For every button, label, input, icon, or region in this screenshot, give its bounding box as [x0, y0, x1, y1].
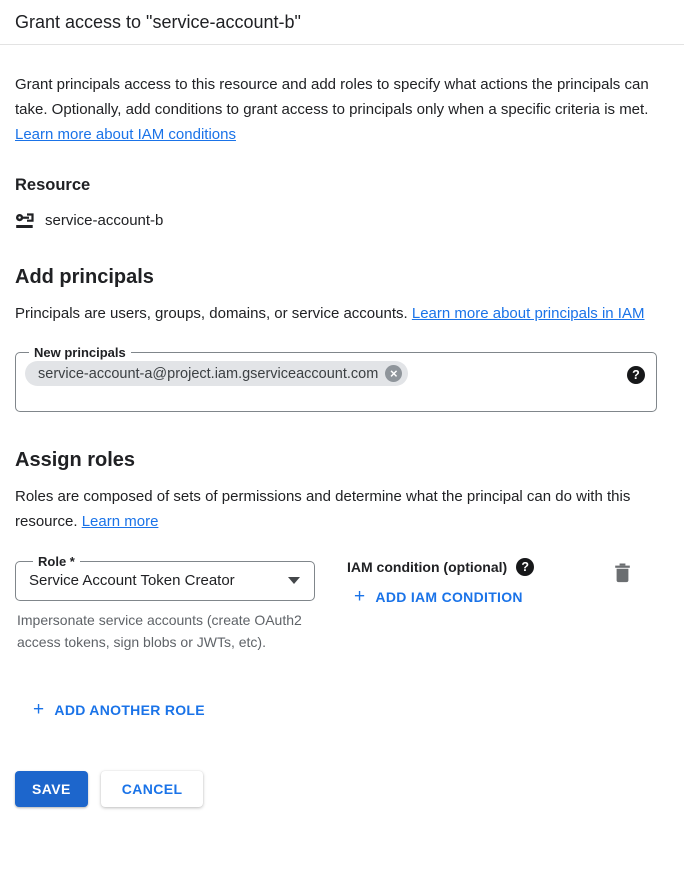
principals-learn-more-link[interactable]: Learn more about principals in IAM [411, 305, 645, 322]
add-principals-description [15, 301, 657, 326]
role-selected-value: Service Account Token Creator [29, 572, 235, 589]
resource-heading: Resource [15, 176, 91, 194]
add-principals-text: Principals are users, groups, domains, or service accounts. [15, 305, 408, 322]
role-column [15, 554, 317, 653]
plus-icon: + [354, 586, 366, 607]
iam-condition-column [347, 554, 534, 607]
principal-chip-text: service-account-a@project.iam.gserviceaccount.com [38, 365, 379, 382]
page-title: Grant access to "service-account-b" [15, 12, 301, 32]
add-iam-condition-label: ADD IAM CONDITION [375, 589, 523, 605]
dropdown-arrow-icon [288, 577, 300, 584]
iam-condition-help-icon[interactable]: ? [516, 558, 534, 576]
add-another-role-button[interactable] [33, 699, 205, 720]
cancel-button[interactable]: CANCEL [101, 771, 204, 807]
add-principals-heading: Add principals [15, 266, 154, 288]
chip-remove-icon[interactable]: × [385, 365, 402, 382]
principals-help-icon[interactable]: ? [627, 366, 645, 384]
iam-condition-label-row [347, 558, 534, 576]
dialog-body [0, 72, 684, 807]
save-button[interactable]: SAVE [15, 771, 88, 807]
service-account-icon [15, 212, 36, 229]
roles-learn-more-link[interactable]: Learn more [81, 513, 159, 530]
iam-conditions-link[interactable]: Learn more about IAM conditions [15, 126, 236, 143]
principal-chip[interactable] [25, 361, 408, 386]
resource-row [15, 212, 657, 229]
delete-role-button[interactable] [614, 554, 631, 586]
assign-roles-text: Roles are composed of sets of permissions and determine what the principal can do with this resource. [15, 488, 631, 530]
intro-text: Grant principals access to this resource and add roles to specify what actions the principals can take. Optionally, add conditions to grant access to principals only when a specific criteria is met. [15, 76, 649, 118]
role-value-row [29, 570, 302, 589]
role-select-label: Role * [38, 554, 75, 569]
role-select[interactable] [15, 554, 315, 601]
add-another-role-label: ADD ANOTHER ROLE [54, 702, 205, 718]
new-principals-field[interactable] [15, 345, 657, 412]
dialog-header [0, 0, 684, 45]
trash-icon [614, 563, 631, 583]
role-row [15, 554, 657, 653]
resource-name: service-account-b [45, 212, 164, 229]
assign-roles-description [15, 484, 657, 534]
add-iam-condition-button[interactable] [354, 586, 523, 607]
plus-icon: + [33, 699, 45, 720]
intro-paragraph [15, 72, 657, 147]
new-principals-label: New principals [34, 345, 126, 360]
assign-roles-heading: Assign roles [15, 449, 136, 471]
role-helper-text: Impersonate service accounts (create OAuth2 access tokens, sign blobs or JWTs, etc). [17, 612, 302, 650]
iam-condition-label: IAM condition (optional) [347, 559, 508, 575]
principals-chip-row [25, 361, 645, 386]
dialog-footer [15, 771, 657, 807]
